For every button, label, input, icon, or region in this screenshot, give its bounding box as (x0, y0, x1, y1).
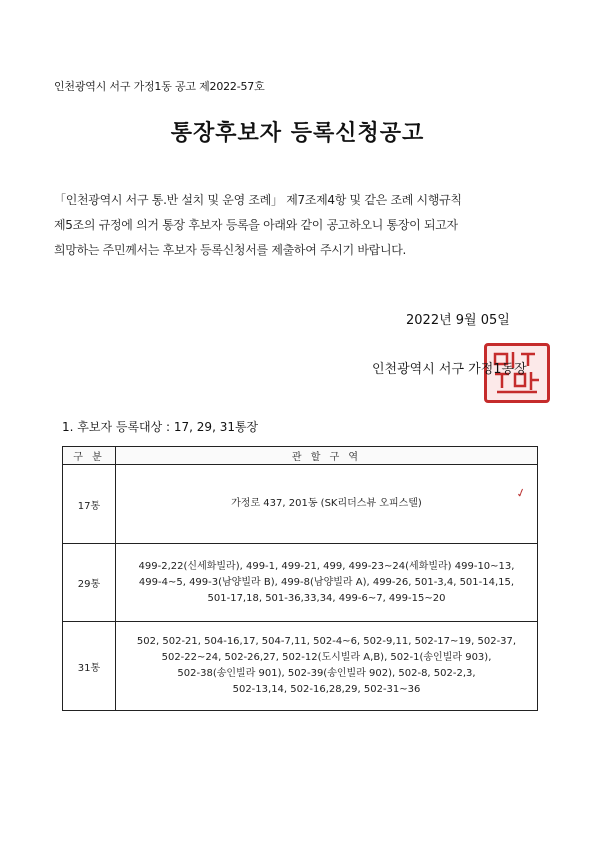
row-label: 17통 (63, 465, 116, 544)
notice-body (54, 188, 554, 263)
section-title: 1. 후보자 등록대상 : 17, 29, 31통장 (62, 420, 259, 434)
notice-number: 인천광역시 서구 가정1동 공고 제2022-57호 (54, 80, 265, 93)
jurisdiction-table (62, 446, 538, 711)
row-label: 29통 (63, 544, 116, 622)
table-row (63, 544, 538, 622)
zone-line: 499-2,22(신세화빌라), 499-1, 499-21, 499, 499-23~24(세화빌라) 499-10~13, (138, 560, 515, 572)
table-row (63, 622, 538, 711)
table-row (63, 465, 538, 544)
zone-cell (116, 465, 538, 544)
zone-cell (116, 544, 538, 622)
zone-line: 502-22~24, 502-26,27, 502-12(도시빌라 A,B), 502-1(송인빌라 903), (161, 652, 492, 663)
body-line: 제5조의 규정에 의거 통장 후보자 등록을 아래와 같이 공고하오니 통장이 되고자 (54, 218, 458, 232)
column-header: 관 할 구 역 (116, 447, 538, 465)
column-header: 구 분 (63, 447, 116, 465)
notice-date: 2022년 9월 05일 (406, 313, 510, 328)
zone-line: 501-17,18, 501-36,33,34, 499-6~7, 499-15~20 (207, 592, 446, 604)
row-label: 31통 (63, 622, 116, 711)
body-line: 「인천광역시 서구 통.반 설치 및 운영 조례」 제7조제4항 및 같은 조례 시행규칙 (54, 193, 462, 207)
page-title: 통장후보자 등록신청공고 (170, 121, 425, 146)
table-header-row (63, 447, 538, 465)
zone-line: 499-4~5, 499-3(남양빌라 B), 499-8(남양빌라 A), 499-26, 501-3,4, 501-14,15, (138, 576, 515, 588)
issuer-name: 인천광역시 서구 가정1동장 (372, 362, 527, 377)
zone-line: 가정로 437, 201동 (SK리더스뷰 오피스텔) (231, 498, 422, 509)
body-line: 희망하는 주민께서는 후보자 등록신청서를 제출하여 주시기 바랍니다. (54, 243, 407, 257)
zone-cell (116, 622, 538, 711)
zone-line: 502-38(송인빌라 901), 502-39(송인빌라 902), 502-8, 502-2,3, (177, 668, 476, 679)
zone-line: 502, 502-21, 504-16,17, 504-7,11, 502-4~6, 502-9,11, 502-17~19, 502-37, (136, 636, 517, 647)
check-mark-icon: ✓ (514, 484, 528, 502)
zone-line: 502-13,14, 502-16,28,29, 502-31~36 (232, 684, 421, 695)
